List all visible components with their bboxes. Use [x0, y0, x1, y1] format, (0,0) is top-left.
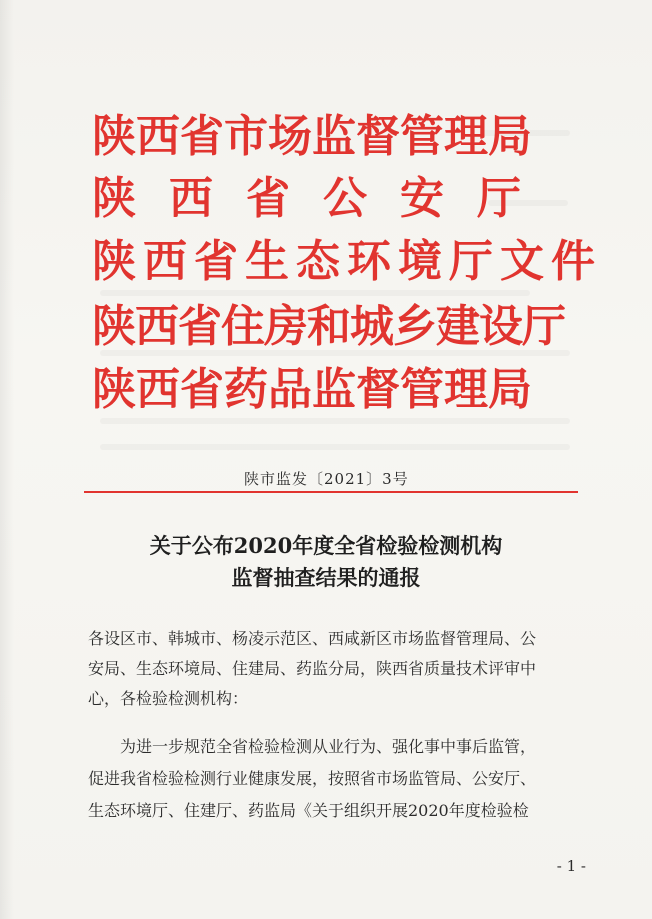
- agency-name: 陕西省药品监督管理局: [92, 364, 532, 415]
- page-edge-shadow: [0, 0, 14, 919]
- agency-name: 陕西省市场监督管理局: [92, 111, 532, 162]
- addressee-line: 各设区市、韩城市、杨凌示范区、西咸新区市场监督管理局、公: [88, 629, 537, 648]
- agency-name: 陕西省住房和城乡建设厅: [92, 301, 565, 352]
- red-divider-line: [84, 491, 578, 493]
- document-number: 陕市监发〔2021〕3号: [244, 470, 409, 488]
- addressee-line: 安局、生态环境局、住建局、药监分局，陕西省质量技术评审中: [88, 659, 537, 678]
- agency-name: 陕西省生态环境厅文件: [92, 236, 602, 287]
- page-number: - 1 -: [556, 857, 586, 875]
- paragraph-line: 生态环境厅、住建厅、药监局《关于组织开展2020年度检验检: [88, 801, 529, 820]
- agency-name: 陕西省公安厅: [92, 173, 554, 224]
- bleed-through-mark: [100, 444, 570, 450]
- paragraph-line: 促进我省检验检测行业健康发展，按照省市场监管局、公安厅、: [88, 769, 537, 788]
- paragraph-line: 为进一步规范全省检验检测从业行为、强化事中事后监管，: [120, 737, 537, 756]
- document-title: [0, 530, 652, 594]
- title-line: 关于公布2020年度全省检验检测机构: [149, 533, 503, 558]
- title-line: 监督抽查结果的通报: [231, 565, 421, 590]
- bleed-through-mark: [100, 290, 530, 296]
- bleed-through-mark: [100, 418, 570, 424]
- addressee-line: 心，各检验检测机构：: [88, 689, 249, 708]
